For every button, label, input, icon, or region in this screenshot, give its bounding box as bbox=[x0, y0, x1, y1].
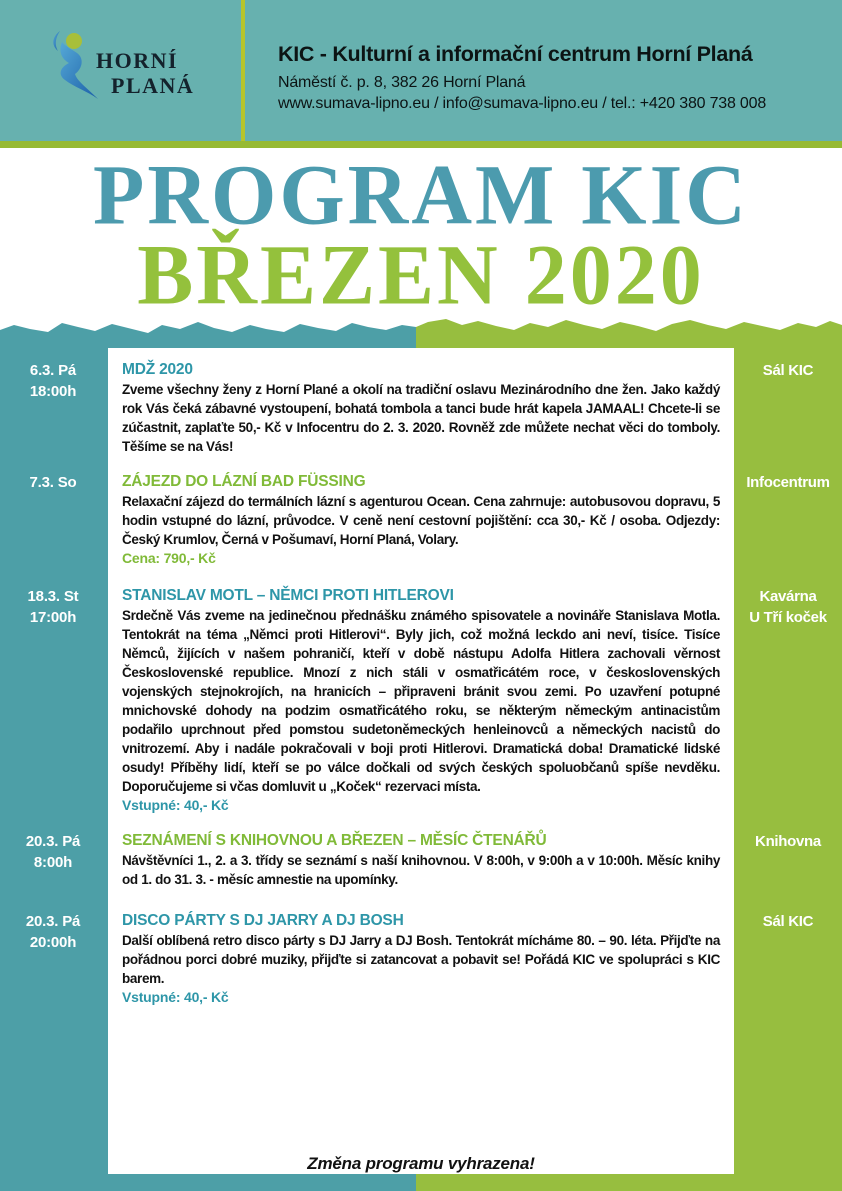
event-date-time: 20:00h bbox=[29, 934, 77, 951]
event-row bbox=[0, 911, 842, 1007]
event-date-time: 8:00h bbox=[33, 854, 73, 871]
event-location-line1: Sál KIC bbox=[762, 913, 814, 930]
page-title-line2: BŘEZEN 2020 bbox=[137, 228, 705, 323]
event-row bbox=[0, 472, 842, 568]
event-list bbox=[0, 342, 842, 1007]
event-location-line1: Kavárna bbox=[759, 588, 817, 605]
event-date-day: 6.3. Pá bbox=[29, 362, 77, 379]
event-price-note: Vstupné: 40,- Kč bbox=[122, 797, 229, 813]
event-description: Relaxační zájezd do termálních lázní s agenturou Ocean. Cena zahrnuje: autobusovou dopravu, 5 hodin vstupné do lázní, průvodce. V ceně není cestovní pojištění: cca 30,- Kč / osoba. Odjezdy: Český Krumlov, Černá v Pošumaví, Horní Planá, Volary. bbox=[122, 494, 720, 547]
event-location-line1: Knihovna bbox=[755, 833, 821, 850]
lime-separator-line bbox=[0, 141, 842, 148]
event-content bbox=[108, 831, 734, 889]
event-price-note: Vstupné: 40,- Kč bbox=[122, 989, 229, 1005]
event-date bbox=[0, 831, 108, 889]
logo-figure-icon bbox=[38, 30, 100, 110]
header bbox=[0, 0, 842, 141]
event-title: ZÁJEZD DO LÁZNÍ BAD FÜSSING bbox=[122, 473, 366, 490]
event-row bbox=[0, 831, 842, 889]
event-description: Další oblíbená retro disco párty s DJ Jarry a DJ Bosh. Tentokrát mícháme 80. – 90. léta. Přijďte na pořádnou porci dobré muziky, přijďte si zatancovat a pobavit se! Pořádá KIC ve spolupráci s KIC barem. bbox=[122, 933, 720, 986]
event-content bbox=[108, 586, 734, 815]
event-location bbox=[734, 472, 842, 568]
event-location bbox=[734, 831, 842, 889]
event-price-note: Cena: 790,- Kč bbox=[122, 550, 216, 566]
page-title bbox=[0, 148, 842, 323]
header-info bbox=[278, 42, 818, 116]
event-date-time: 17:00h bbox=[29, 609, 77, 626]
event-location bbox=[734, 360, 842, 456]
event-date-day: 18.3. St bbox=[27, 588, 79, 605]
event-location bbox=[734, 586, 842, 815]
event-description: Návštěvníci 1., 2. a 3. třídy se seznámí s naší knihovnou. V 8:00h, v 9:00h a v 10:00h. Měsíc knihy od 1. do 31. 3. - měsíc amnestie na upomínky. bbox=[122, 853, 720, 887]
horni-plana-logo bbox=[38, 30, 228, 120]
event-date-day: 20.3. Pá bbox=[25, 913, 81, 930]
event-content bbox=[108, 911, 734, 1007]
event-location-line1: Infocentrum bbox=[746, 474, 830, 491]
event-content bbox=[108, 360, 734, 456]
event-date bbox=[0, 360, 108, 456]
logo-line2: PLANÁ bbox=[111, 73, 195, 98]
logo-line1: HORNÍ bbox=[96, 48, 179, 73]
event-date-day: 7.3. So bbox=[29, 474, 77, 491]
org-name: KIC - Kulturní a informační centrum Horní Planá bbox=[278, 42, 753, 66]
program-body bbox=[0, 342, 842, 1191]
event-date bbox=[0, 586, 108, 815]
header-divider-line bbox=[241, 0, 245, 141]
event-content bbox=[108, 472, 734, 568]
event-date-time: 18:00h bbox=[29, 383, 77, 400]
event-location bbox=[734, 911, 842, 1007]
torn-edge-divider bbox=[0, 316, 842, 342]
event-row bbox=[0, 586, 842, 815]
event-date-day: 20.3. Pá bbox=[25, 833, 81, 850]
event-date bbox=[0, 911, 108, 1007]
logo-text bbox=[96, 48, 194, 98]
event-row bbox=[0, 360, 842, 456]
org-address: Náměstí č. p. 8, 382 26 Horní Planá bbox=[278, 74, 526, 91]
event-title: SEZNÁMENÍ S KNIHOVNOU A BŘEZEN – MĚSÍC ČTENÁŘŮ bbox=[122, 832, 547, 849]
org-contact: www.sumava-lipno.eu / info@sumava-lipno.eu / tel.: +420 380 738 008 bbox=[278, 95, 767, 112]
event-date bbox=[0, 472, 108, 568]
event-title: STANISLAV MOTL – NĚMCI PROTI HITLEROVI bbox=[122, 587, 454, 604]
event-description: Zveme všechny ženy z Horní Plané a okolí na tradiční oslavu Mezinárodního dne žen. Jako každý rok Vás čeká zábavné vystoupení, bohatá tombola a tanci bude hrát kapela JAMAAL! Chcete-li se zúčastnit, zaplaťte 50,- Kč v Infocentru do 2. 3. 2020. Rovněž zde můžete nechat věci do tomboly. Těšíme se na Vás! bbox=[122, 382, 720, 454]
footer-note: Změna programu vyhrazena! bbox=[307, 1154, 535, 1173]
event-location-line2: U Tří koček bbox=[749, 609, 827, 626]
page-title-line1: PROGRAM KIC bbox=[93, 148, 749, 243]
event-title: DISCO PÁRTY S DJ JARRY A DJ BOSH bbox=[122, 912, 404, 929]
event-description: Srdečně Vás zveme na jedinečnou přednášku známého spisovatele a novináře Stanislava Motla. Tentokrát na téma „Němci proti Hitlerovi“. Byly jich, což možná leckdo ani neví, tisíce. Tisíce Němců, žijících v našem pohraničí, kteří v době nástupu Adolfa Hitlera zachovali věrnost Československé republice. Mnozí z nich stáli v osmatřicátém roce, v československých vojenských stejnokrojích, na hranicích – připraveni bránit svou zemi. Po uzavření potupné mnichovské dohody na podzim osmatřicátého roku, se některým německým antinacistům podařilo uprchnout před pomstou sudetoněmeckých henleinovců a německých nacistů do vnitrozemí. Aby i nadále pokračovali v boji proti Hitlerovi. Dramatická doba! Dramatické lidské osudy! Příběhy lidí, kteří se po válce dočkali od svých českých spoluobčanů spíše nevděku. Doporučujeme si včas domluvit u „Koček“ rezervaci místa. bbox=[122, 608, 720, 794]
event-title: MDŽ 2020 bbox=[122, 361, 193, 378]
event-location-line1: Sál KIC bbox=[762, 362, 814, 379]
